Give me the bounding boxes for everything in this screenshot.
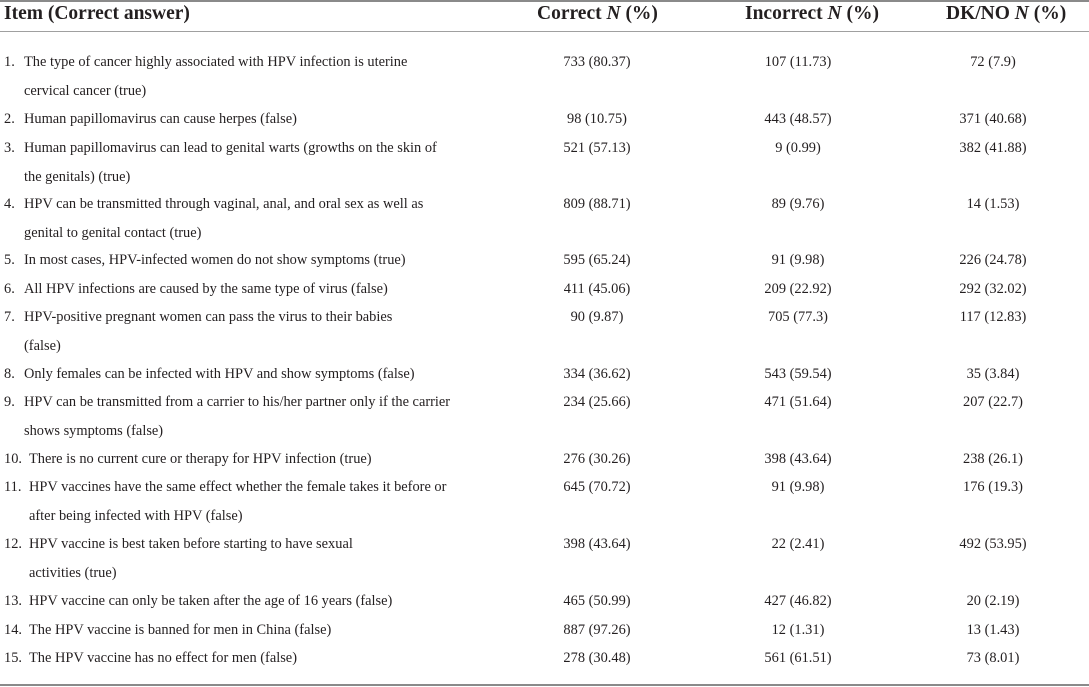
row-item-text: HPV vaccines have the same effect whether the female takes it before or after being infected with HPV (false) — [29, 479, 447, 524]
row-number: 4. — [4, 196, 15, 212]
header-dk-label: DK/NO — [946, 3, 1010, 24]
header-incorrect-n: N — [827, 3, 842, 24]
row-correct: 278 (30.48) — [563, 650, 631, 666]
row-item-text: The type of cancer highly associated with HPV infection is uterine cervical cancer (true) — [24, 54, 408, 99]
header-dk-no — [946, 3, 1066, 25]
row-number: 13. — [4, 593, 22, 609]
row-correct: 398 (43.64) — [563, 536, 631, 552]
header-incorrect-label: Incorrect — [745, 3, 823, 24]
row-correct: 809 (88.71) — [563, 196, 631, 212]
row-number: 5. — [4, 252, 15, 268]
row-dk-no: 35 (3.84) — [966, 366, 1020, 382]
row-incorrect: 471 (51.64) — [764, 394, 832, 410]
header-rule — [0, 31, 1089, 32]
row-number: 10. — [4, 451, 22, 467]
row-dk-no: 73 (8.01) — [966, 650, 1020, 666]
table-top-rule — [0, 0, 1089, 2]
row-item-text: There is no current cure or therapy for HPV infection (true) — [29, 451, 372, 467]
row-item-text: In most cases, HPV-infected women do not show symptoms (true) — [24, 252, 406, 268]
row-correct: 334 (36.62) — [563, 366, 631, 382]
header-correct-n: N — [606, 3, 621, 24]
row-incorrect: 91 (9.98) — [771, 479, 825, 495]
row-number: 3. — [4, 140, 15, 156]
header-correct-label: Correct — [537, 3, 602, 24]
row-item-text: HPV-positive pregnant women can pass the virus to their babies (false) — [24, 309, 393, 354]
row-item-text: Only females can be infected with HPV and show symptoms (false) — [24, 366, 415, 382]
row-correct: 733 (80.37) — [563, 54, 631, 70]
row-number: 12. — [4, 536, 22, 552]
row-number: 11. — [4, 479, 22, 495]
row-item-text: Human papillomavirus can lead to genital warts (growths on the skin of the genitals) (true) — [24, 140, 437, 185]
row-item-text: The HPV vaccine has no effect for men (false) — [29, 650, 297, 666]
header-incorrect-pct: (%) — [846, 3, 879, 24]
row-item-text: All HPV infections are caused by the same type of virus (false) — [24, 281, 388, 297]
row-correct: 521 (57.13) — [563, 140, 631, 156]
row-number: 2. — [4, 111, 15, 127]
row-correct: 595 (65.24) — [563, 252, 631, 268]
header-correct-pct: (%) — [625, 3, 658, 24]
row-number: 8. — [4, 366, 15, 382]
row-correct: 645 (70.72) — [563, 479, 631, 495]
row-item-text: HPV vaccine can only be taken after the age of 16 years (false) — [29, 593, 393, 609]
row-incorrect: 22 (2.41) — [771, 536, 825, 552]
row-dk-no: 492 (53.95) — [959, 536, 1027, 552]
row-dk-no: 292 (32.02) — [959, 281, 1027, 297]
row-correct: 411 (45.06) — [563, 281, 631, 297]
row-dk-no: 72 (7.9) — [970, 54, 1016, 70]
row-dk-no: 176 (19.3) — [963, 479, 1023, 495]
header-dk-pct: (%) — [1033, 3, 1067, 24]
row-dk-no: 13 (1.43) — [966, 622, 1020, 638]
row-number: 6. — [4, 281, 15, 297]
row-item-text: The HPV vaccine is banned for men in China (false) — [29, 622, 332, 638]
row-correct: 465 (50.99) — [563, 593, 631, 609]
row-item-text: Human papillomavirus can cause herpes (false) — [24, 111, 297, 127]
row-incorrect: 12 (1.31) — [771, 622, 825, 638]
row-correct: 887 (97.26) — [563, 622, 631, 638]
row-dk-no: 371 (40.68) — [959, 111, 1027, 127]
header-dk-n: N — [1014, 3, 1029, 24]
row-incorrect: 107 (11.73) — [764, 54, 832, 70]
row-dk-no: 207 (22.7) — [963, 394, 1023, 410]
row-correct: 276 (30.26) — [563, 451, 631, 467]
header-incorrect — [745, 3, 879, 25]
row-dk-no: 238 (26.1) — [963, 451, 1023, 467]
row-dk-no: 20 (2.19) — [966, 593, 1020, 609]
row-incorrect: 427 (46.82) — [764, 593, 832, 609]
table-bottom-rule — [0, 684, 1089, 686]
row-dk-no: 117 (12.83) — [959, 309, 1027, 325]
row-number: 1. — [4, 54, 15, 70]
row-incorrect: 9 (0.99) — [775, 140, 821, 156]
row-dk-no: 226 (24.78) — [959, 252, 1027, 268]
row-item-text: HPV can be transmitted through vaginal, anal, and oral sex as well as genital to genital contact (true) — [24, 196, 424, 241]
row-incorrect: 89 (9.76) — [771, 196, 825, 212]
header-correct — [537, 3, 658, 25]
row-number: 7. — [4, 309, 15, 325]
row-number: 15. — [4, 650, 22, 666]
row-dk-no: 14 (1.53) — [966, 196, 1020, 212]
row-incorrect: 561 (61.51) — [764, 650, 832, 666]
row-incorrect: 209 (22.92) — [764, 281, 832, 297]
header-item: Item (Correct answer) — [4, 3, 190, 24]
row-incorrect: 91 (9.98) — [771, 252, 825, 268]
row-number: 14. — [4, 622, 22, 638]
row-incorrect: 398 (43.64) — [764, 451, 832, 467]
row-item-text: HPV vaccine is best taken before starting to have sexual activities (true) — [29, 536, 353, 581]
row-dk-no: 382 (41.88) — [959, 140, 1027, 156]
row-number: 9. — [4, 394, 15, 410]
row-incorrect: 705 (77.3) — [768, 309, 828, 325]
row-incorrect: 443 (48.57) — [764, 111, 832, 127]
row-incorrect: 543 (59.54) — [764, 366, 832, 382]
row-correct: 90 (9.87) — [570, 309, 624, 325]
row-correct: 98 (10.75) — [567, 111, 627, 127]
row-correct: 234 (25.66) — [563, 394, 631, 410]
row-item-text: HPV can be transmitted from a carrier to his/her partner only if the carrier shows symptoms (false) — [24, 394, 451, 439]
